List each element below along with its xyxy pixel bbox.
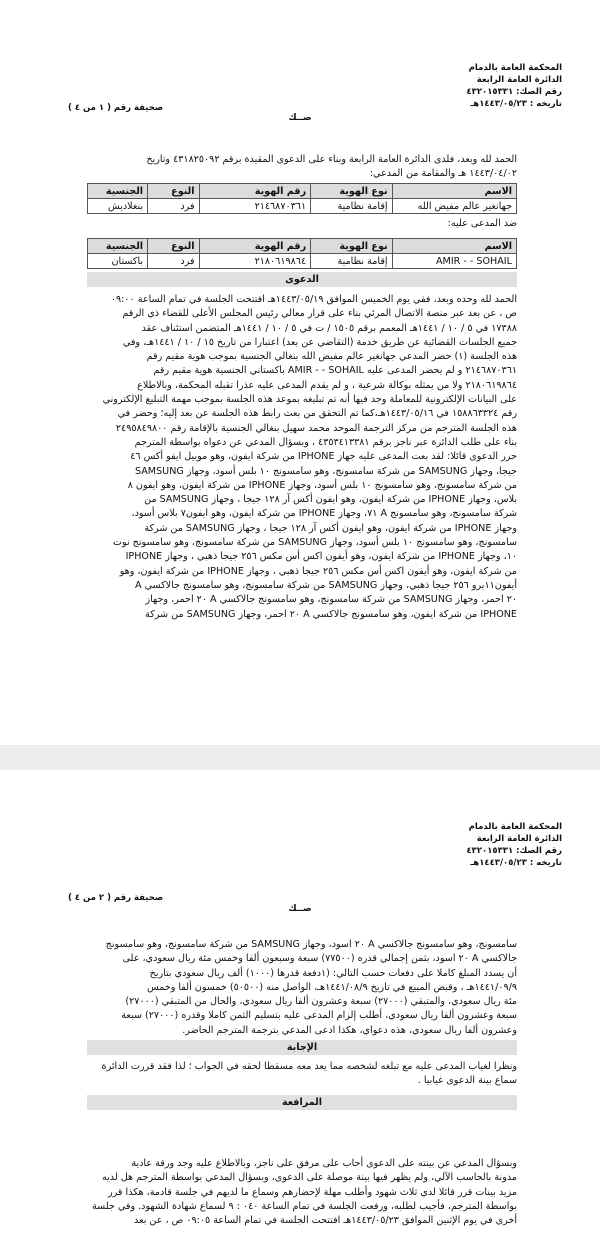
section-heading-pleading: المرافعة	[87, 1095, 517, 1110]
text-line: وبسؤال المدعي عن بينته على الدعوى أحاب على مرفق على ناجز، وبالاطلاع عليه وجد ورقة عادية	[131, 1158, 517, 1169]
plaintiff-table	[87, 183, 517, 214]
column-header-type: النوع	[148, 184, 199, 199]
defendant-nationality: باكستان	[88, 254, 148, 269]
text-line: سبعة وعشرون ألفا ريال سعودي، أطلب إلزام المدعى عليه بتسليم الثمن كاملا وقدره (٢٧٠٠٠) سبعة	[121, 1010, 517, 1022]
page-separator	[0, 745, 600, 770]
answer-paragraph	[87, 1060, 517, 1089]
text-line: سامسونج، وهو سامسونج ١٠ بلس أسود، وجهاز SAMSUNG من شركة سامسونج، وهو سامسونج نوت	[112, 537, 517, 549]
text-line: أخرى في يوم الإثنين الموافق ١٤٤٣/٠٥/٢٣هـ افتتحت الجلسة في تمام الساعة ٠٩:٠٥ ص ، عن بعد	[134, 1215, 517, 1227]
text-line: جميع الجلسات القضائية عن طريق خدمة (التقاضي عن بعد) اعتبارا من تاريخ ١٥ / ١٠ / ١٤٤١هـ، وفي	[122, 336, 517, 348]
claim-paragraph	[87, 293, 517, 622]
plaintiff-name: جهانغير عالم مفيض الله	[392, 199, 516, 214]
table-header-row	[88, 239, 517, 254]
text-line: سامسونج، وهو سامسونج جالاكسي A ٢٠ اسود، وجهاز SAMSUNG من شركة سامسونج، وهو سامسونج	[105, 939, 517, 950]
against-label: ضد المدعى عليه:	[447, 218, 517, 229]
column-header-id-type: نوع الهوية	[311, 184, 393, 199]
defendant-table	[87, 238, 517, 269]
circuit-name: الدائرة العامة الرابعة	[476, 834, 562, 844]
section-heading-answer: الإجابة	[87, 1040, 517, 1055]
document-title: صــك	[288, 904, 312, 914]
plaintiff-nationality: بنغلاديش	[88, 199, 148, 214]
text-line: بلاس، وجهاز IPHONE من شركة ايفون، وهو ايفون أكس آر ١٢٨ جيجا ، وجهاز SAMSUNG من	[144, 494, 517, 506]
document-page-2	[0, 770, 600, 1234]
text-line: هذه الجلسة (١) حضر المدعي جهانغير عالم مفيض الله بنغالي الجنسية بموجب هوية مقيم رقم	[146, 351, 517, 363]
document-title: صــك	[288, 113, 312, 123]
text-line: ٢١٨٠٦١٩٨٦٤ ولا من يمثله بوكالة شرعية ، و لم يقدم المدعى عليه عذرا تقبله المحكمة، وبالاطلاع	[137, 379, 517, 391]
defendant-name: AMIR - - SOHAIL	[392, 254, 516, 269]
plaintiff-id-number: ٢١٤٦٨٧٠٣٦١	[199, 199, 311, 214]
column-header-id-type: نوع الهوية	[311, 239, 393, 254]
text-line: شركة سامسونج، وهو سامسونج A ٧١، وجهاز IPHONE من شركة ايفون، وهو ايفون٧ بلاس أسود،	[131, 508, 517, 520]
table-row	[88, 254, 517, 269]
column-header-id-number: رقم الهوية	[199, 239, 311, 254]
page-number: صحيفة رقم ( ١ من ٤ )	[68, 103, 164, 113]
court-name: المحكمة العامة بالدمام	[468, 63, 562, 73]
circuit-name: الدائرة العامة الرابعة	[476, 75, 562, 85]
intro-paragraph	[87, 153, 517, 182]
table-row	[88, 199, 517, 214]
text-line: IPHONE من شركة ايفون، وهو سامسونج جالاكسي A ٢٠ احمر، وجهاز SAMSUNG من شركة	[145, 608, 517, 620]
claim-continuation-paragraph	[87, 938, 517, 1038]
text-line: مدونة بالحاسب الآلي، ولم يظهر فيها بينة موصلة على الدعوى، وبسؤال المدعي بواسطة المترجم هل لديه	[101, 1172, 517, 1184]
text-line: جالاكسي A ٢٠ اسود، بثمن إجمالي قدره (٧٧٥٠٠) سبعة وسبعون ألفا وخمس مئة ريال سعودي، على	[122, 953, 517, 965]
text-line: بناء على طلب الدائرة عبر ناجز برقم ٤٣٥٣٤١٣٣٨١ ، وبسؤال المدعي عن دعواه بواسطة المترجم	[134, 436, 517, 448]
text-line: وعشرون ألفا ريال سعودي، هذه دعواي، هكذا ادعى المدعي بترجمة المترجم الحاضر.	[182, 1024, 517, 1036]
deed-date: تاريخه : ١٤٤٣/٠٥/٢٣هـ	[470, 99, 562, 109]
deed-number: رقم الصك: ٤٣٢٠١٥٣٣١	[466, 846, 562, 856]
text-line: هذه الجلسة المترجم من مركز الترجمة الموحد محمد سهيل بنغالي الجنسية بالإقامة رقم ٢٤٩٥٨٤٩٨٠٠	[115, 422, 517, 434]
defendant-id-type: إقامة نظامية	[311, 254, 393, 269]
court-header	[402, 62, 562, 110]
deed-number: رقم الصك: ٤٣٢٠١٥٣٣١	[466, 87, 562, 97]
text-line: ٢١٤٦٨٧٠٣٦١ و لم يحضر المدعى عليه AMIR - - SOHAIL باكستاني الجنسية هوية مقيم رقم	[153, 365, 517, 377]
column-header-nationality: الجنسية	[88, 184, 148, 199]
text-line: ونظرا لغياب المدعى عليه مع تبلغه لشخصه مما يعد معه مسقطا لحقه في الجواب ؛ لذا فقد قررت الدائرة	[101, 1061, 517, 1072]
text-line: جيجا، وجهاز SAMSUNG من شركة سامسونج، وهو سامسونج ١٠ بلس أسود، وجهاز SAMSUNG	[134, 465, 517, 477]
column-header-type: النوع	[148, 239, 199, 254]
text-line: سماع بينة الدعوى غيابيا .	[417, 1075, 517, 1087]
plaintiff-id-type: إقامة نظامية	[311, 199, 393, 214]
court-header	[402, 821, 562, 869]
defendant-type: فرد	[148, 254, 199, 269]
text-line: حرر الدعوى قائلا: لقد بعت المدعى عليه جهاز IPHONE من شركة ايفون، وهو موبيل ايفو أكس ٤٦	[130, 451, 517, 463]
text-line: على البيانات الإلكترونية للمعاملة وجد فيها أنه تم تبليغه بموعد هذه الجلسة بموجب مهمة التبليغ الإلكتروني	[102, 394, 517, 406]
text-line: أيفون١١برو ٢٥٦ جيجا ذهبي، وجهاز SAMSUNG من شركة سامسونج، وهو سامسونج جالاكسي A	[134, 579, 517, 591]
pleading-paragraph	[87, 1157, 517, 1228]
text-line: ١٠، وجهاز IPHONE من شركة ايفون، وهو أيفون اكس أس مكس ٢٥٦ جيجا ذهبي ، وجهاز IPHONE	[125, 551, 517, 563]
table-header-row	[88, 184, 517, 199]
text-line: وجهاز IPHONE من شركة ايفون، وهو ايفون أكس آر ١٢٨ جيجا ، وجهاز SAMSUNG من شركة	[144, 522, 517, 534]
page-number: صحيفة رقم ( ٢ من ٤ )	[68, 893, 164, 903]
column-header-id-number: رقم الهوية	[199, 184, 311, 199]
court-name: المحكمة العامة بالدمام	[468, 822, 562, 832]
text-line: رقم ١٥٨٨٦٣٣٢٤ في ١٤٤٣/٠٥/١٦هـ،كما تم التحقق من بعث رابط هذه الجلسة عن بعد إليه؛ وحضر في	[117, 408, 517, 420]
text-line: من شركة سامسونج، وهو سامسونج ١٠ بلس أسود، وجهاز IPHONE من شركة ايفون، وهو ايفون ٨	[127, 479, 517, 491]
section-heading-claim: الدعوى	[87, 272, 517, 287]
text-line: ١٤٤٣/٠٤/٠٢ هـ والمقامة من المدعي:	[369, 168, 517, 180]
deed-date: تاريخه : ١٤٤٣/٠٥/٢٣هـ	[470, 858, 562, 868]
text-line: ص ، عن بعد عبر منصة الاتصال المرئي بناء على قرار معالي رئيس المجلس الأعلى للقضاء ذي الرقم	[122, 308, 517, 320]
text-line: ١٤٤١/٠٩/٩هـ ، وقبض المبيع في تاريخ ١٤٤١/٠٨/٩هـ، الواصل منه (٥٠٥٠٠) خمسون ألفا وخمس	[146, 981, 517, 993]
text-line: ٢٠ احمر، وجهاز SAMSUNG من شركة سامسونج، وهو سامسونج جالاكسي A ٢٠ احمر، وجهاز	[145, 594, 517, 606]
plaintiff-type: فرد	[148, 199, 199, 214]
text-line: من شركة ايفون، وهو أيفون اكس أس مكس ٢٥٦ جيجا ذهبي ، وجهاز IPHONE من شركة ايفون، وهو	[119, 565, 517, 577]
text-line: أن يسدد المبلغ كاملا على دفعات حسب التالي: (١دفعة قدرها (١٠٠٠) ألف ريال سعودي بتاريخ	[149, 967, 517, 979]
column-header-name: الاسم	[392, 239, 516, 254]
text-line: مزيد بينات قرر قائلا لدي ثلاث شهود وأطلب مهلة لإحضارهم وسماع ما لديهم في جلسة قادمة، هكذا قرر	[107, 1186, 517, 1198]
defendant-id-number: ٢١٨٠٦١٩٨٦٤	[199, 254, 311, 269]
text-line: بواسطة المترجم، فأجيب لطلبه، ورفعت الجلسة في تمام الساعة ٠٤٠ : ٩ لسماع شهادة الشهود. وفي جلسة	[92, 1200, 517, 1212]
column-header-name: الاسم	[392, 184, 516, 199]
text-line: مئة ريال سعودي، والمتبقي (٢٧٠٠٠) سبعة وعشرون ألفا ريال سعودي، والحال من المتبقي (٢٧٠٠٠)	[125, 996, 517, 1008]
column-header-nationality: الجنسية	[88, 239, 148, 254]
text-line: الحمد لله وبعد، فلدى الدائرة العامة الرابعة وبناء على الدعوى المقيدة برقم ٤٣١٨٢٥٠٩٢ وتاريخ	[146, 154, 517, 165]
text-line: ١٧٣٨٨ في ٥ / ١٠ / ١٤٤١هـ المعمم برقم ١٥٠٥ / ت في ٥ / ١٠ / ١٤٤١هـ المتضمن استئناف عقد	[141, 322, 517, 334]
text-line: الحمد لله وحده وبعد، ففي يوم الخميس الموافق ١٤٤٣/٠٥/١٩هـ افتتحت الجلسة في تمام الساعة ٠٩:٠٠	[110, 294, 517, 305]
